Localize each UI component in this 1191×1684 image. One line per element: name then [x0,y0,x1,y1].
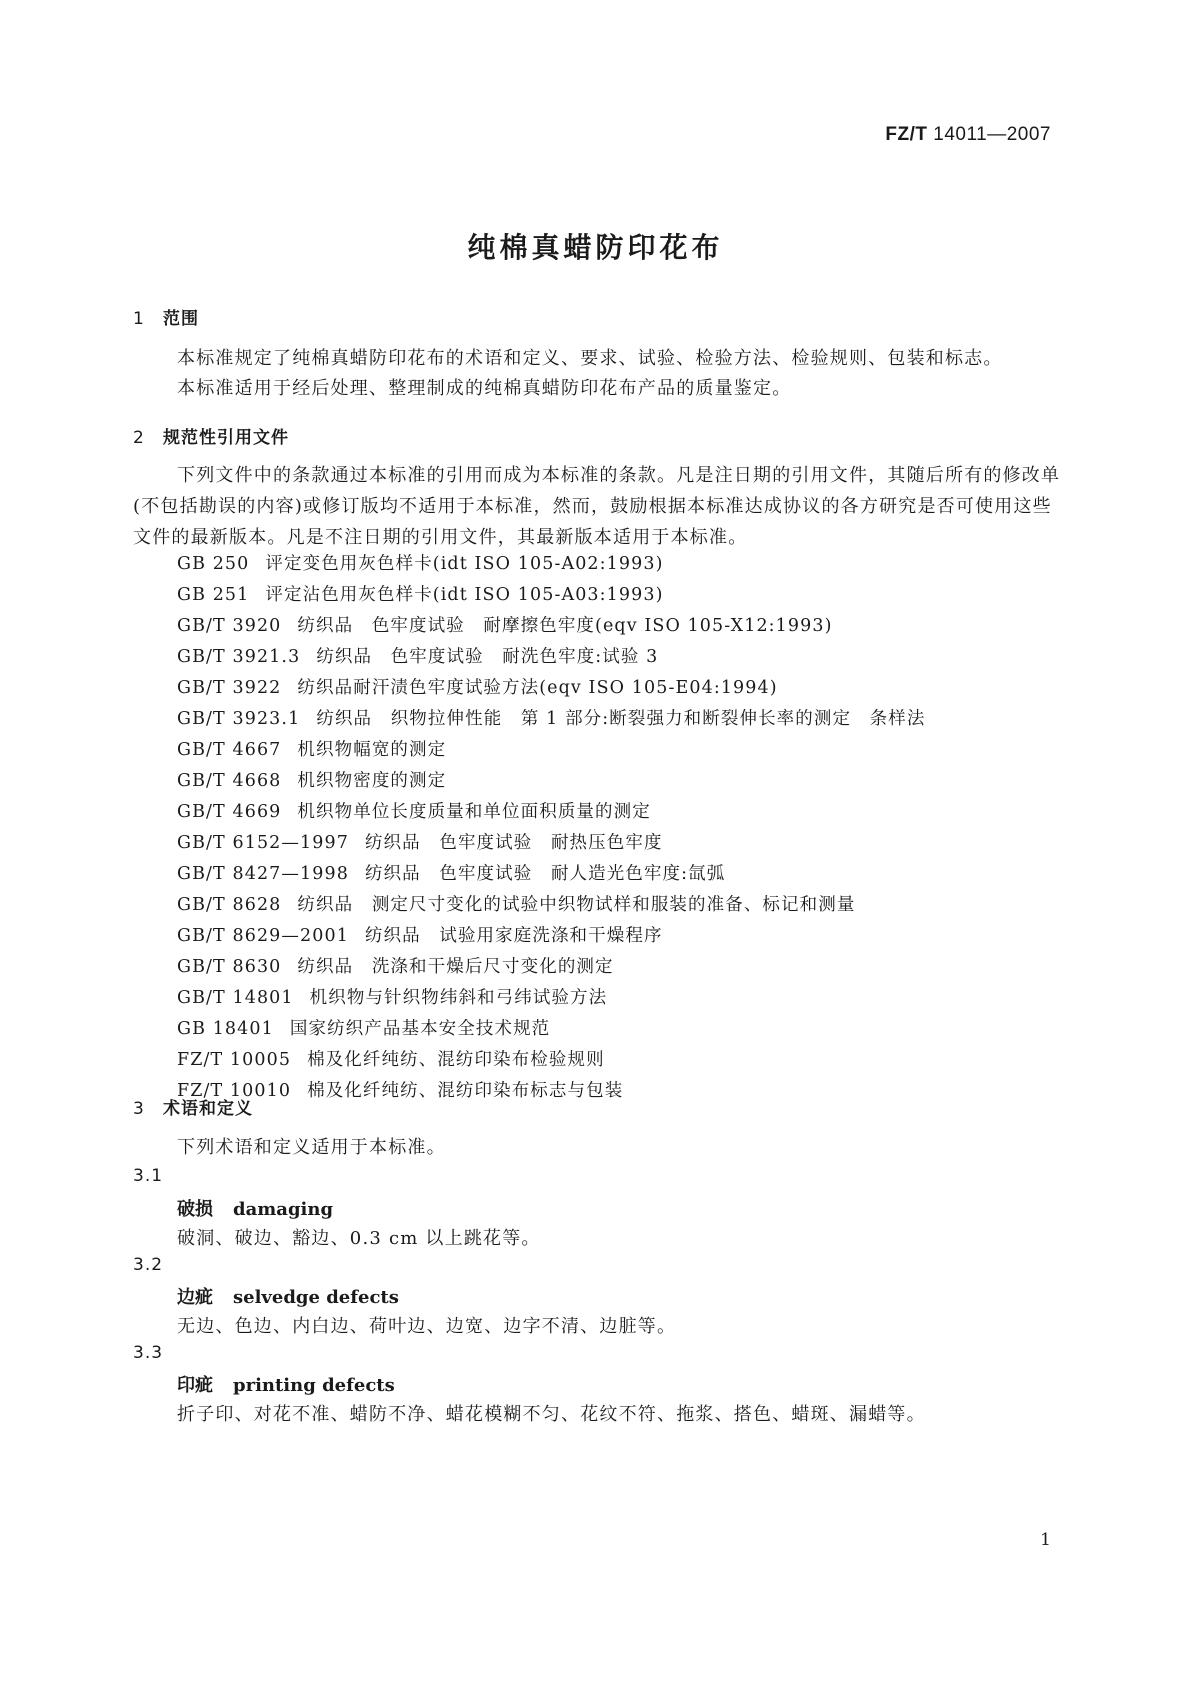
standard-number: 14011—2007 [933,124,1051,145]
reference-code: GB/T 3923.1 [177,709,301,729]
reference-code: GB 251 [177,585,250,605]
term-heading [177,1371,395,1397]
term-definition: 折子印、对花不准、蜡防不净、蜡花模糊不匀、花纹不符、拖浆、搭色、蜡斑、漏蜡等。 [177,1404,926,1425]
reference-title: 棉及化纤纯纺、混纺印染布检验规则 [307,1050,605,1070]
reference-title: 纺织品 测定尺寸变化的试验中织物试样和服装的准备、标记和测量 [297,895,856,915]
term-zh: 边疵 [177,1287,213,1308]
reference-code: FZ/T 10005 [177,1050,292,1070]
reference-code: GB/T 6152—1997 [177,833,349,853]
reference-title: 纺织品 织物拉伸性能 第 1 部分:断裂强力和断裂伸长率的测定 条样法 [316,709,926,729]
document-title: 纯棉真蜡防印花布 [467,231,724,264]
section-3-intro: 下列术语和定义适用于本标准。 [177,1137,446,1158]
reference-item [177,921,925,952]
clause-number: 3.3 [133,1343,164,1363]
reference-item [177,580,925,611]
reference-item [177,735,925,766]
reference-code: GB/T 8629—2001 [177,926,349,946]
reference-code: GB/T 4667 [177,740,282,760]
section-title: 规范性引用文件 [163,428,289,448]
reference-code: GB 18401 [177,1019,274,1039]
reference-title: 纺织品耐汗渍色牢度试验方法(eqv ISO 105-E04:1994) [297,678,778,698]
reference-item [177,1076,925,1107]
reference-title: 纺织品 色牢度试验 耐洗色牢度:试验 3 [316,647,659,667]
section-3-heading [133,1094,253,1119]
reference-code: GB/T 8427—1998 [177,864,349,884]
reference-item [177,611,925,642]
reference-item [177,983,925,1014]
reference-item [177,828,925,859]
term-zh: 破损 [177,1199,213,1220]
reference-item [177,704,925,735]
reference-title: 评定沾色用灰色样卡(idt ISO 105-A03:1993) [265,585,664,605]
reference-title: 纺织品 洗涤和干燥后尺寸变化的测定 [297,957,614,977]
section-1-paragraph: 本标准规定了纯棉真蜡防印花布的术语和定义、要求、试验、检验方法、检验规则、包装和标志。 [177,348,1003,369]
reference-code: GB/T 14801 [177,988,294,1008]
reference-title: 机织物单位长度质量和单位面积质量的测定 [297,802,651,822]
section-number: 2 [133,428,145,448]
term-en: damaging [233,1199,334,1220]
reference-item [177,1014,925,1045]
reference-item [177,1045,925,1076]
section-title: 术语和定义 [163,1099,253,1119]
section-1-paragraph: 本标准适用于经后处理、整理制成的纯棉真蜡防印花布产品的质量鉴定。 [177,378,792,399]
term-heading [177,1283,399,1309]
section-number: 1 [133,309,145,329]
page-number: 1 [1040,1530,1051,1550]
section-number: 3 [133,1099,145,1119]
reference-item [177,642,925,673]
section-1-heading [133,304,199,329]
reference-code: GB/T 3920 [177,616,282,636]
reference-title: 机织物密度的测定 [297,771,447,791]
reference-code: GB/T 4669 [177,802,282,822]
reference-title: 国家纺织产品基本安全技术规范 [289,1019,551,1039]
reference-item [177,797,925,828]
reference-title: 纺织品 色牢度试验 耐热压色牢度 [364,833,663,853]
term-definition: 无边、色边、内白边、荷叶边、边宽、边字不清、边脏等。 [177,1316,677,1337]
clause-number: 3.1 [133,1166,164,1186]
reference-item [177,890,925,921]
section-title: 范围 [163,309,199,329]
standard-code [885,124,1051,146]
term-zh: 印疵 [177,1375,213,1396]
reference-title: 纺织品 色牢度试验 耐人造光色牢度:氙弧 [364,864,726,884]
reference-title: 机织物幅宽的测定 [297,740,447,760]
reference-item [177,549,925,580]
reference-item [177,952,925,983]
section-2-heading [133,423,289,448]
reference-code: GB/T 8628 [177,895,282,915]
reference-item [177,766,925,797]
standard-prefix: FZ/T [885,124,928,145]
reference-code: GB/T 3922 [177,678,282,698]
reference-title: 机织物与针织物纬斜和弓纬试验方法 [309,988,608,1008]
reference-code: FZ/T 10010 [177,1081,292,1101]
reference-code: GB 250 [177,554,250,574]
clause-number: 3.2 [133,1255,164,1275]
reference-title: 纺织品 试验用家庭洗涤和干燥程序 [364,926,663,946]
term-heading [177,1195,333,1221]
term-en: selvedge defects [233,1287,399,1308]
reference-code: GB/T 3921.3 [177,647,301,667]
reference-code: GB/T 8630 [177,957,282,977]
term-en: printing defects [233,1375,395,1396]
reference-item [177,859,925,890]
reference-item [177,673,925,704]
section-2-intro: 下列文件中的条款通过本标准的引用而成为本标准的条款。凡是注日期的引用文件，其随后所有的修改单(不包括勘误的内容)或修订版均不适用于本标准，然而，鼓励根据本标准达成协议的各方研究是否可使用这些文件的最新版本。凡是不注日期的引用文件，其最新版本适用于本标准。 [133,465,1061,548]
reference-title: 棉及化纤纯纺、混纺印染布标志与包装 [307,1081,624,1101]
reference-list [177,549,925,1107]
term-definition: 破洞、破边、豁边、0.3 cm 以上跳花等。 [177,1228,541,1249]
reference-code: GB/T 4668 [177,771,282,791]
reference-title: 纺织品 色牢度试验 耐摩擦色牢度(eqv ISO 105-X12:1993) [297,616,833,636]
reference-title: 评定变色用灰色样卡(idt ISO 105-A02:1993) [265,554,664,574]
